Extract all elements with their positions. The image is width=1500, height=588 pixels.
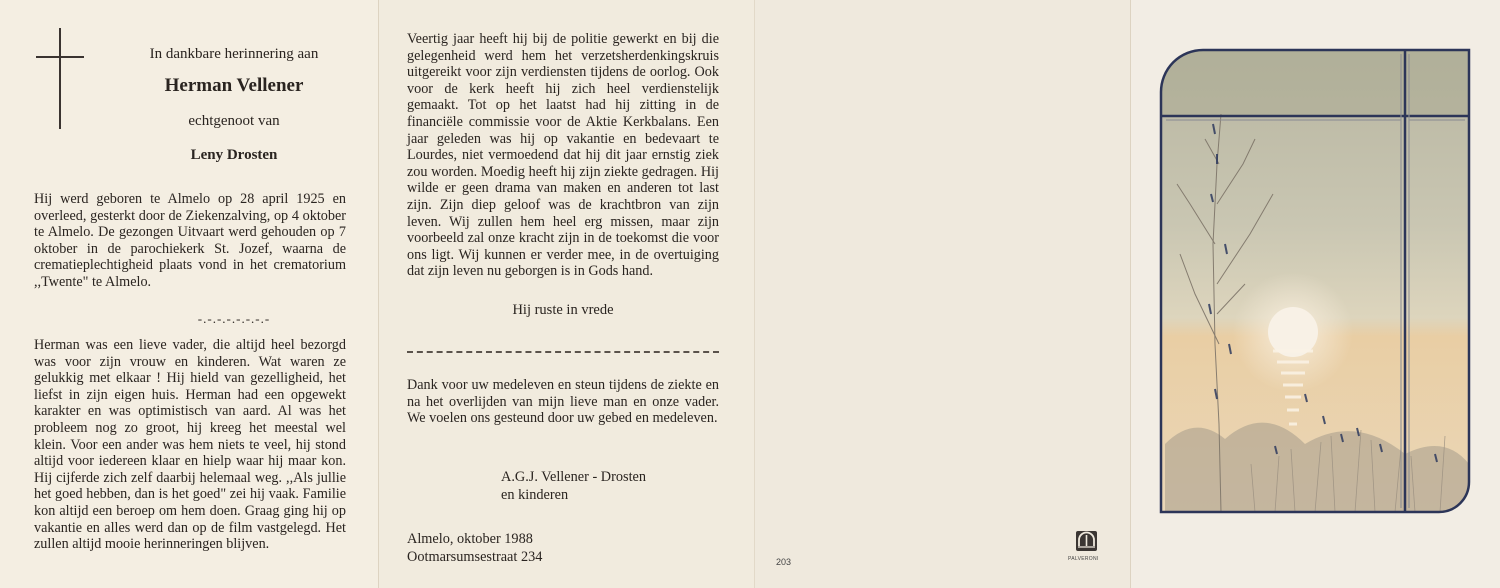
biography-paragraph: Hij werd geboren te Almelo op 28 april 1925 en overleed, gesterkt door de Ziekenzalving, op 4 oktober te Almelo. De gezongen Uitvaart werd gehouden op 7 oktober in de parochiekerk St. Jozef, waarna de crematieplechtigheid plaats vond in het crematorium ,,Twente" te Almelo. xyxy=(34,191,346,290)
dashed-divider xyxy=(407,351,719,353)
intro-text: In dankbare herinnering aan xyxy=(149,46,319,62)
spouse-name: Leny Drosten xyxy=(190,147,278,163)
rest-in-peace: Hij ruste in vrede xyxy=(512,302,614,318)
panel-middle xyxy=(378,0,755,588)
signature-family: en kinderen xyxy=(501,486,569,503)
signature xyxy=(501,469,646,504)
section-divider: -.-.-.-.-.-.-.- xyxy=(197,311,271,326)
place-and-address xyxy=(407,531,542,566)
panel-back xyxy=(754,0,1131,588)
panel-cover xyxy=(1130,0,1500,588)
thanks-paragraph: Dank voor uw medeleven en steun tijdens de ziekte en na het overlijden van mijn lieve man en onze vader. We voelen ons gesteund door uw gebed en medeleven. xyxy=(407,377,719,427)
signature-name: A.G.J. Vellener - Drosten xyxy=(501,469,647,485)
spouse-label: echtgenoot van xyxy=(188,113,280,129)
page-number: 203 xyxy=(776,557,792,567)
address: Ootmarsumsestraat 234 xyxy=(407,548,543,565)
character-paragraph: Herman was een lieve vader, die altijd heel bezorgd was voor zijn vrouw en kinderen. Wat waren ze gelukkig met elkaar ! Hij hield van gezelligheid, het liefst in zijn eigen huis. Herman had een opgewekt karakter en was optimistisch van aard. Al was het probleem nog zo groot, hij kreeg het meestal wel klein. Voor een ander was hem niets te veel, hij stond altijd voor iedereen klaar en hielp waar hij maar kon. Hij cijferde zich zelf daarbij helemaal weg. ,,Als jullie het goed hebben, dan is het goed" zei hij vaak. Familie kon altijd een beroep om hem doen. Graag ging hij op vakantie en alles werd dan op de film vastgelegd. Het zullen altijd mooie herinneringen blijven. xyxy=(34,337,346,553)
publisher-logo-icon xyxy=(1076,531,1097,551)
deceased-name: Herman Vellener xyxy=(164,75,304,96)
logo-caption: PALVERONI xyxy=(1068,556,1099,562)
place-date: Almelo, oktober 1988 xyxy=(407,531,533,547)
panel-left xyxy=(0,0,378,588)
career-paragraph: Veertig jaar heeft hij bij de politie gewerkt en bij die gelegenheid werd hem het verzetsherdenkingskruis uitgereikt voor zijn verdiensten tijdens de oorlog. Ook voor de kerk heeft hij zich heel verdienstelijk gemaakt. Tot op het laatst had hij zitting in de financiële commissie voor de Aktie Kerkbalans. Een jaar geleden was hij op vakantie en bedevaart te Lourdes, niet vermoedend dat hij dit jaar ernstig ziek zou worden. Moedig heeft hij zijn ziekte gedragen. Hij wilde er geen drama van maken en anderen tot last zijn. Zijn diep geloof was de krachtbron van zijn leven. Wij zullen hem heel erg missen, maar zijn voorbeeld zal onze kracht zijn in de toekomst die voor ons ligt. Wij kunnen er verder mee, in de overtuiging dat zijn leven nu geborgen is in Gods hand. xyxy=(407,31,719,280)
sunset-window-illustration xyxy=(1155,44,1475,516)
